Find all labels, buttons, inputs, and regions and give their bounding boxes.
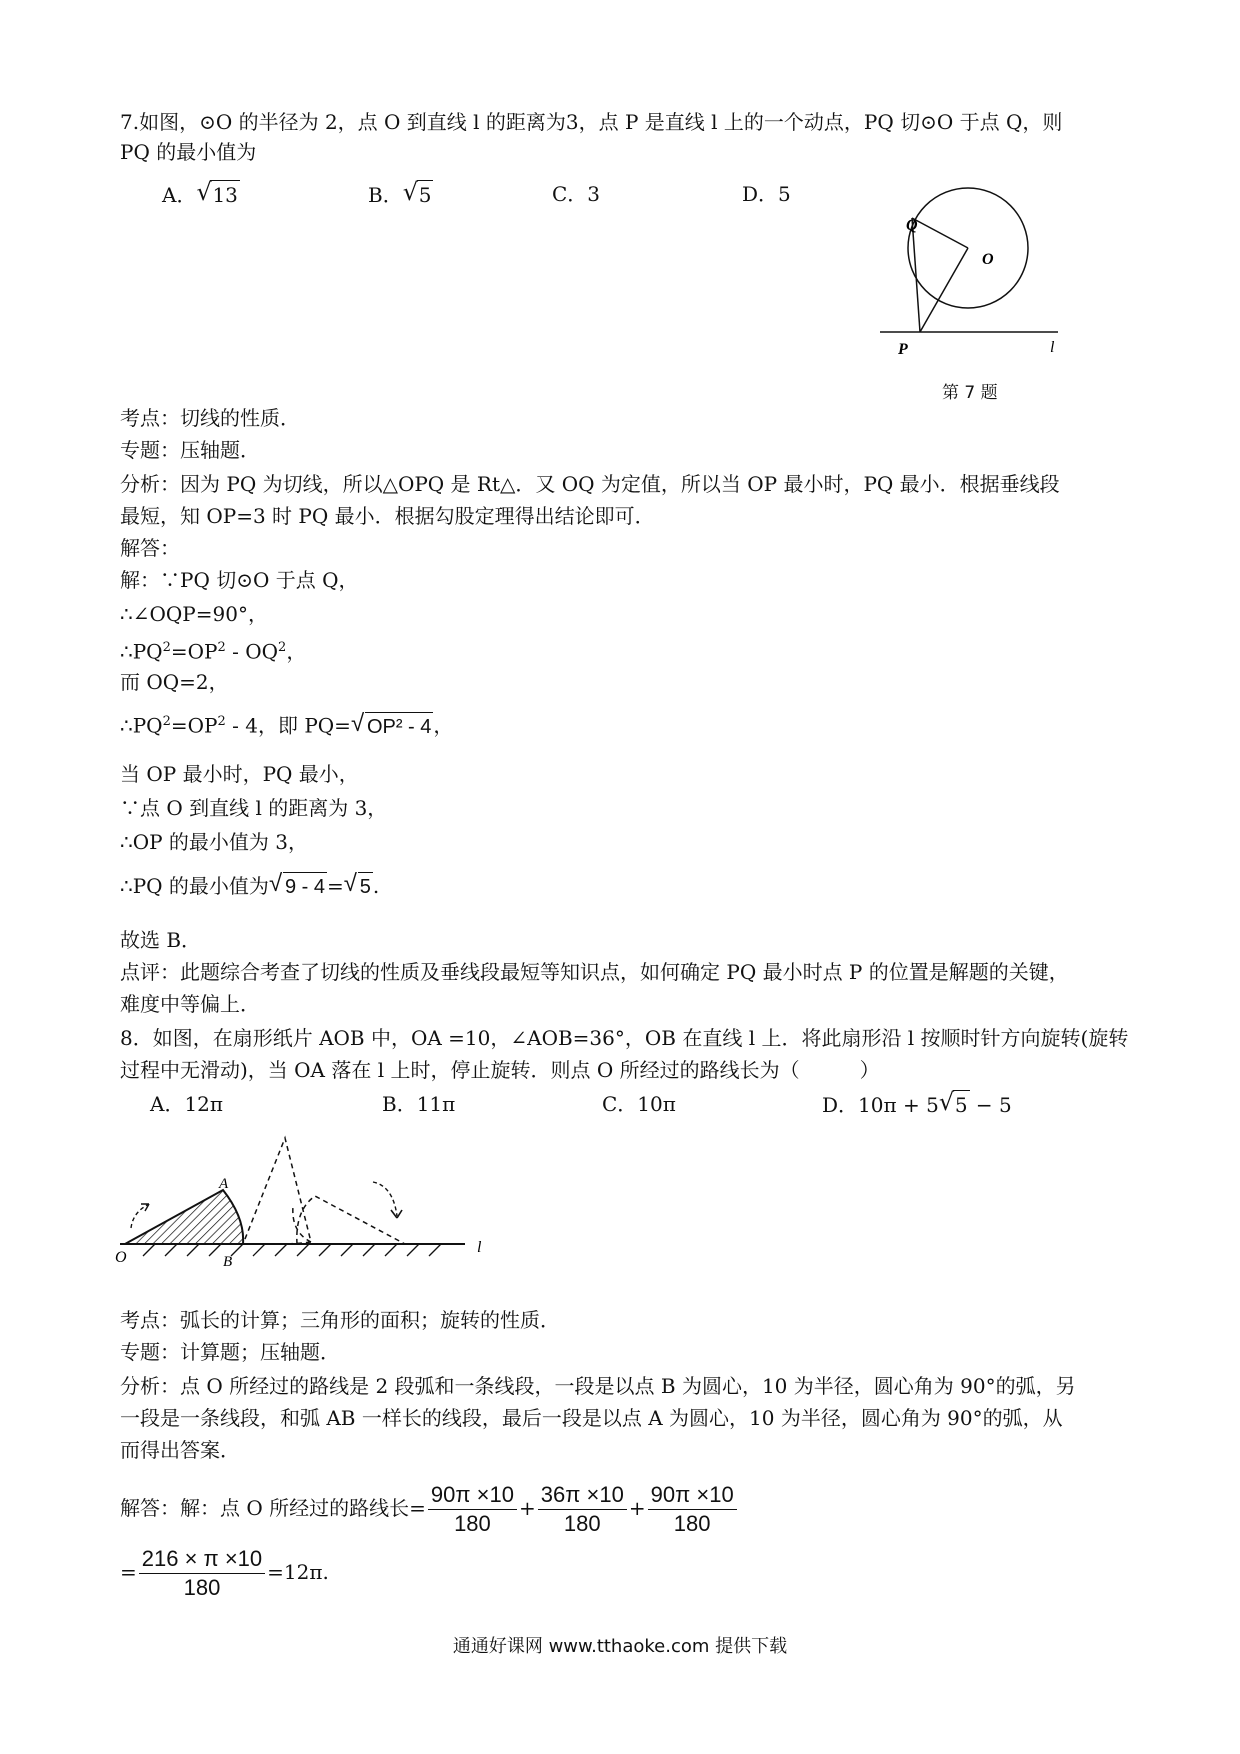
q7-step-8: ∴OP 的最小值为 3， [120,830,309,854]
q7-option-c: C．3 [552,182,601,206]
q7-label-q: Q [906,217,918,234]
q7-step-6: 当 OP 最小时，PQ 最小， [120,762,359,786]
q8-plus-2: + [628,1496,646,1520]
q8-label-b: B [223,1254,233,1270]
q8-rotated-position-1 [243,1138,311,1244]
q8-fraction-4-den: 180 [183,1575,221,1600]
q8-label-l: l [477,1239,482,1256]
q8-fraction-1-num: 90π ×10 [428,1481,517,1510]
q7-fenxi-line1: 分析：因为 PQ 为切线，所以△OPQ 是 Rt△．又 OQ 为定值，所以当 OP 最小时，PQ 最小．根据垂线段 [120,472,1060,496]
q7-option-b [368,180,433,209]
q8-fraction-1-den: 180 [454,1511,491,1536]
q7-dianping-line1: 点评：此题综合考查了切线的性质及垂线段最短等知识点，如何确定 PQ 最小时点 P 的位置是解题的关键， [120,960,1069,984]
q7-step-5-b: =OP [170,713,218,738]
q7-step-9-a: ∴PQ 的最小值为 [120,874,269,898]
q7-step-5: $\therefore PQ^2=OP^2 - 4$，即 PQ=√ OP² - 4 ， [120,708,453,741]
q8-result: =12π. [267,1560,329,1584]
q7-step-2: ∴∠OQP=90°， [120,602,268,626]
q7-figure [870,180,1070,360]
q7-option-b-radicand: 5 [417,180,434,209]
q7-step-9 [120,872,379,901]
q7-option-d: D．5 [742,182,791,206]
q8-option-d-pre: D．10π + 5 [822,1093,939,1117]
q7-step-9-end: . [372,874,380,898]
q8-fraction-4-num: 216 × π ×10 [139,1545,265,1574]
q8-label-o: O [115,1249,127,1266]
q8-rotated-position-arc [293,1206,311,1242]
q8-rotated-position-2 [297,1196,405,1244]
q8-fraction-4 [139,1545,265,1602]
q7-step-3-b: =OP [170,639,218,664]
q8-option-d-radicand: 5 [953,1090,970,1119]
q8-fraction-2-den: 180 [563,1511,601,1536]
q7-step-3-c: - OQ [225,639,279,664]
q8-option-d-post: − 5 [969,1093,1012,1117]
q8-option-c: C．10π [602,1092,676,1116]
q8-equals: = [120,1560,137,1584]
q8-fraction-1 [428,1481,517,1538]
q8-jieda-prefix: 解答：解：点 O 所经过的路线长= [120,1496,426,1520]
q8-zhuanti: 专题：计算题；压轴题． [120,1340,340,1364]
q7-segment-pq [912,218,920,332]
q7-option-a-radicand: 13 [210,180,239,209]
q8-option-d [822,1090,1012,1119]
q7-label-p: P [898,341,908,358]
q7-step-5-d: ， [433,713,454,738]
q7-fenxi-line2: 最短，知 OP=3 时 PQ 最小．根据勾股定理得出结论即可． [120,504,655,528]
q7-option-a-label: A． [162,183,197,207]
q7-stem-line1: 7.如图，⊙O 的半径为 2，点 O 到直线 l 的距离为3，点 P 是直线 l 上的一个动点，PQ 切⊙O 于点 Q，则 [120,110,1063,134]
q7-step-1: 解：∵PQ 切⊙O 于点 Q， [120,568,359,592]
q7-option-b-label: B． [368,183,403,207]
q8-fenxi-line3: 而得出答案． [120,1438,240,1462]
q8-fraction-2 [538,1481,627,1538]
q8-label-a: A [219,1176,229,1192]
q7-step-7: ∵点 O 到直线 l 的距离为 3， [120,796,388,820]
q7-option-a [162,180,240,209]
q8-fenxi-line2: 一段是一条线段，和弧 AB 一样长的线段，最后一段是以点 A 为圆心，10 为半径，圆心角为 90°的弧，从 [120,1406,1063,1430]
q8-plus-1: + [518,1496,536,1520]
q7-label-l: l [1050,339,1055,356]
q7-label-o: O [982,251,994,268]
q8-jieda-line1 [120,1478,739,1538]
q7-step-5-c: - 4，即 PQ= [225,713,351,738]
q8-fraction-3-num: 90π ×10 [648,1481,737,1510]
q7-step-4: 而 OQ=2， [120,670,229,694]
q7-stem-line2: PQ 的最小值为 [120,140,257,164]
q7-kaodian: 考点：切线的性质． [120,406,300,430]
q7-segment-qo [912,218,968,248]
q7-jieda-heading: 解答： [120,536,180,560]
q8-option-b: B．11π [382,1092,456,1116]
q7-step-3-d: ， [286,639,307,664]
q8-fraction-3-den: 180 [673,1511,711,1536]
q8-kaodian: 考点：弧长的计算；三角形的面积；旋转的性质． [120,1308,560,1332]
q8-fraction-3 [648,1481,737,1538]
q8-option-a: A．12π [150,1092,224,1116]
q7-step-9-radicand-2: 5 [358,872,373,901]
q8-fraction-2-num: 36π ×10 [538,1481,627,1510]
q7-step-9-radicand-1: 9 - 4 [283,872,327,901]
q7-answer: 故选 B． [120,928,202,952]
q8-stem-line1: 8．如图，在扇形纸片 AOB 中，OA =10，∠AOB=36°，OB 在直线 l 上．将此扇形沿 l 按顺时针方向旋转(旋转 [120,1026,1129,1050]
q7-step-3: $\therefore PQ^2=OP^2 - OQ^2$， [120,639,307,664]
q7-step-5-radicand: OP² - 4 [365,712,433,741]
q7-step-9-eq: = [326,874,344,898]
q8-jieda-line2 [120,1542,329,1602]
q7-segment-po [920,248,968,332]
q8-ground-hatching [143,1244,441,1256]
q8-fenxi-line1: 分析：点 O 所经过的路线是 2 段弧和一条线段，一段是以点 B 为圆心，10 为半径，圆心角为 90°的弧，另 [120,1374,1076,1398]
q8-sector-aob [125,1190,243,1244]
q7-step-5-a: ∴PQ [120,713,163,738]
q7-dianping-line2: 难度中等偏上． [120,992,260,1016]
q7-step-3-a: ∴PQ [120,639,163,664]
page-footer: 通通好课网 www.tthaoke.com 提供下载 [452,1636,788,1657]
q8-stem-line2: 过程中无滑动)，当 OA 落在 l 上时，停止旋转．则点 O 所经过的路线长为（ ） [120,1058,880,1082]
q7-figure-caption: 第 7 题 [942,383,998,403]
q8-arrow-right [373,1182,397,1216]
q7-zhuanti: 专题：压轴题． [120,438,260,462]
q8-figure [115,1120,495,1270]
